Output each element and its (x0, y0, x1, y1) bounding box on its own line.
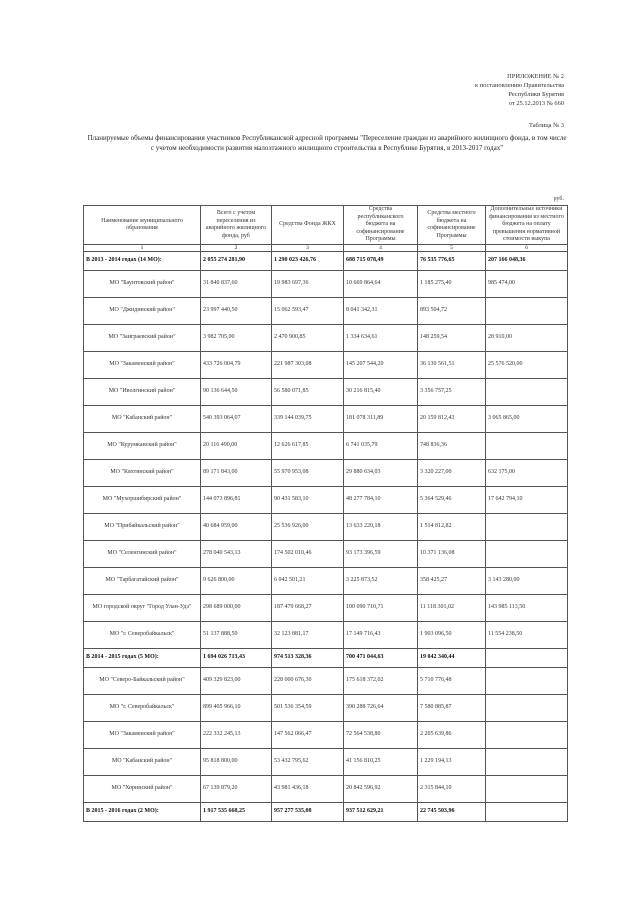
amount-cell: 1 917 535 668,25 (201, 803, 272, 822)
amount-cell: 30 216 815,40 (344, 379, 418, 406)
amount-cell (486, 749, 568, 776)
amount-cell: 937 512 629,21 (344, 803, 418, 822)
amount-cell: 144 073 896,81 (201, 487, 272, 514)
table-row (84, 514, 568, 541)
amount-cell (486, 298, 568, 325)
column-header: Средства местного бюджета на софинансирование Программы (418, 206, 486, 245)
table-row (84, 595, 568, 622)
municipality-cell: МО "Кабанский район" (84, 406, 201, 433)
amount-cell: 10 371 136,08 (418, 541, 486, 568)
amount-cell: 148 259,54 (418, 325, 486, 352)
table-row (84, 379, 568, 406)
currency-unit: руб. (553, 196, 564, 202)
column-header: Дополнительные источники финансирования из местного бюджета на оплату превышения нормативной стоимости выкупа (486, 206, 568, 245)
amount-cell: 6 741 035,79 (344, 433, 418, 460)
amount-cell (486, 379, 568, 406)
table-row (84, 749, 568, 776)
amount-cell: 893 504,72 (418, 298, 486, 325)
amount-cell: 100 090 710,71 (344, 595, 418, 622)
amount-cell: 76 535 776,65 (418, 252, 486, 271)
amount-cell: 11 118 301,02 (418, 595, 486, 622)
amount-cell: 25 576 520,00 (486, 352, 568, 379)
amount-cell: 5 710 776,48 (418, 668, 486, 695)
column-number: 5 (418, 245, 486, 252)
municipality-cell: МО "Северо-Байкальский район" (84, 668, 201, 695)
appendix-line: к постановлению Правительства (474, 82, 564, 89)
amount-cell: 2 205 639,86 (418, 722, 486, 749)
municipality-cell: МО "Кяхтинский район" (84, 460, 201, 487)
municipality-cell: МО "Иволгинский район" (84, 379, 201, 406)
table-row (84, 541, 568, 568)
amount-cell (486, 649, 568, 668)
amount-cell: 20 116 490,00 (201, 433, 272, 460)
municipality-cell: МО "Курумканский район" (84, 433, 201, 460)
table-body (84, 252, 568, 822)
table-row (84, 622, 568, 649)
amount-cell: 72 564 538,80 (344, 722, 418, 749)
column-number: 4 (344, 245, 418, 252)
table-row (84, 695, 568, 722)
appendix-line: от 25.12.2013 № 660 (508, 100, 564, 107)
amount-cell: 51 137 888,50 (201, 622, 272, 649)
amount-cell: 20 159 812,43 (418, 406, 486, 433)
amount-cell: 1 903 096,50 (418, 622, 486, 649)
column-number: 2 (201, 245, 272, 252)
amount-cell: 985 474,00 (486, 271, 568, 298)
group-total-row (84, 252, 568, 271)
amount-cell: 23 997 440,50 (201, 298, 272, 325)
appendix-line: Республики Бурятия (508, 91, 564, 98)
table-row (84, 352, 568, 379)
column-header: Средства республиканского бюджета на софинансирование Программы (344, 206, 418, 245)
amount-cell: 90 431 583,10 (272, 487, 344, 514)
municipality-cell: МО "Мухоршибирский район" (84, 487, 201, 514)
table-row (84, 325, 568, 352)
amount-cell (486, 776, 568, 803)
amount-cell: 147 562 066,47 (272, 722, 344, 749)
amount-cell: 974 513 328,36 (272, 649, 344, 668)
table-row (84, 668, 568, 695)
table-row (84, 722, 568, 749)
amount-cell: 90 136 644,50 (201, 379, 272, 406)
amount-cell: 56 580 071,85 (272, 379, 344, 406)
amount-cell: 390 288 726,64 (344, 695, 418, 722)
amount-cell: 89 171 843,00 (201, 460, 272, 487)
amount-cell: 31 840 837,60 (201, 271, 272, 298)
amount-cell: 2 055 274 281,90 (201, 252, 272, 271)
table-row (84, 460, 568, 487)
amount-cell: 95 818 800,00 (201, 749, 272, 776)
amount-cell: 700 471 044,63 (344, 649, 418, 668)
municipality-cell: В 2014 - 2015 годах (5 МО): (84, 649, 201, 668)
municipality-cell: МО "Тарбагатайский район" (84, 568, 201, 595)
municipality-cell: МО "Кабанский район" (84, 749, 201, 776)
amount-cell (486, 433, 568, 460)
amount-cell (486, 541, 568, 568)
municipality-cell: МО "Селенгинский район" (84, 541, 201, 568)
amount-cell: 7 580 885,87 (418, 695, 486, 722)
amount-cell: 143 985 113,50 (486, 595, 568, 622)
table-row (84, 271, 568, 298)
amount-cell: 48 277 784,10 (344, 487, 418, 514)
amount-cell: 41 156 810,25 (344, 749, 418, 776)
column-number: 1 (84, 245, 201, 252)
amount-cell: 409 329 823,00 (201, 668, 272, 695)
appendix-block (404, 72, 564, 108)
amount-cell: 358 425,27 (418, 568, 486, 595)
appendix-line: ПРИЛОЖЕНИЕ № 2 (507, 73, 564, 80)
amount-cell: 12 626 617,85 (272, 433, 344, 460)
municipality-cell: В 2013 - 2014 годах (14 МО): (84, 252, 201, 271)
amount-cell (486, 803, 568, 822)
amount-cell: 43 981 436,18 (272, 776, 344, 803)
amount-cell: 2 315 844,10 (418, 776, 486, 803)
amount-cell: 53 432 795,62 (272, 749, 344, 776)
municipality-cell: МО "Прибайкальский район" (84, 514, 201, 541)
amount-cell: 2 470 900,85 (272, 325, 344, 352)
municipality-cell: МО городской округ "Город Улан-Удэ" (84, 595, 201, 622)
amount-cell: 10 669 864,64 (344, 271, 418, 298)
amount-cell: 9 626 800,00 (201, 568, 272, 595)
municipality-cell: В 2015 - 2016 годах (2 МО): (84, 803, 201, 822)
amount-cell: 15 062 593,47 (272, 298, 344, 325)
amount-cell: 19 983 697,36 (272, 271, 344, 298)
amount-cell (486, 668, 568, 695)
amount-cell: 1 229 194,13 (418, 749, 486, 776)
amount-cell: 32 123 881,17 (272, 622, 344, 649)
amount-cell: 55 970 953,08 (272, 460, 344, 487)
amount-cell (486, 695, 568, 722)
amount-cell: 632 175,00 (486, 460, 568, 487)
amount-cell: 3 065 865,00 (486, 406, 568, 433)
amount-cell: 145 207 544,20 (344, 352, 418, 379)
amount-cell: 221 987 303,08 (272, 352, 344, 379)
amount-cell: 228 000 676,30 (272, 668, 344, 695)
amount-cell: 17 642 794,10 (486, 487, 568, 514)
financing-table (83, 205, 568, 822)
amount-cell: 174 502 010,46 (272, 541, 344, 568)
document-title: Планируемые объемы финансирования участников Республиканской адресной программы "Переселение граждан из аварийного жилищного фонда, в том числе с учетом необходимости развития малоэтажного жилищного строительства в Республике Бурятия, в 2013-2017 годах" (87, 134, 567, 152)
amount-cell: 36 130 561,51 (418, 352, 486, 379)
amount-cell: 6 042 501,21 (272, 568, 344, 595)
amount-cell: 29 880 634,03 (344, 460, 418, 487)
municipality-cell: МО "г. Северобайкальск" (84, 622, 201, 649)
amount-cell (486, 722, 568, 749)
municipality-cell: МО "Хоринский район" (84, 776, 201, 803)
amount-cell: 19 042 340,44 (418, 649, 486, 668)
amount-cell: 20 842 596,92 (344, 776, 418, 803)
municipality-cell: МО "Баунтовский район" (84, 271, 201, 298)
amount-cell: 40 684 959,00 (201, 514, 272, 541)
amount-cell: 3 143 280,00 (486, 568, 568, 595)
amount-cell: 207 166 048,36 (486, 252, 568, 271)
amount-cell: 93 173 396,59 (344, 541, 418, 568)
amount-cell: 22 745 503,96 (418, 803, 486, 822)
amount-cell (486, 514, 568, 541)
amount-cell: 222 332 245,13 (201, 722, 272, 749)
amount-cell: 187 479 668,27 (272, 595, 344, 622)
table-row (84, 406, 568, 433)
amount-cell: 501 536 354,59 (272, 695, 344, 722)
table-row (84, 776, 568, 803)
amount-cell: 3 982 705,00 (201, 325, 272, 352)
table-row (84, 487, 568, 514)
amount-cell: 13 633 220,18 (344, 514, 418, 541)
table-number: Таблица № 3 (528, 122, 564, 129)
table-row (84, 568, 568, 595)
amount-cell: 175 618 372,02 (344, 668, 418, 695)
municipality-cell: МО "Закаменский район" (84, 722, 201, 749)
amount-cell: 298 689 000,00 (201, 595, 272, 622)
amount-cell: 3 225 873,52 (344, 568, 418, 595)
amount-cell: 28 910,00 (486, 325, 568, 352)
amount-cell: 688 715 078,49 (344, 252, 418, 271)
municipality-cell: МО "Закаменский район" (84, 352, 201, 379)
amount-cell: 433 726 004,79 (201, 352, 272, 379)
amount-cell: 25 536 926,00 (272, 514, 344, 541)
amount-cell: 748 836,36 (418, 433, 486, 460)
amount-cell: 17 149 716,43 (344, 622, 418, 649)
column-header: Всего с учетом переселения из аварийного жилищного фонда, руб (201, 206, 272, 245)
table-row (84, 433, 568, 460)
amount-cell: 11 554 238,50 (486, 622, 568, 649)
municipality-cell: МО "Джидинский район" (84, 298, 201, 325)
amount-cell: 8 041 342,31 (344, 298, 418, 325)
municipality-cell: МО "г. Северобайкальск" (84, 695, 201, 722)
group-total-row (84, 649, 568, 668)
amount-cell: 957 277 535,08 (272, 803, 344, 822)
amount-cell: 1 334 634,61 (344, 325, 418, 352)
amount-cell: 1 290 023 426,76 (272, 252, 344, 271)
column-header: Наименование муниципального образования (84, 206, 201, 245)
amount-cell: 1 514 812,82 (418, 514, 486, 541)
table-row (84, 298, 568, 325)
municipality-cell: МО "Заиграевский район" (84, 325, 201, 352)
group-total-row (84, 803, 568, 822)
column-number: 6 (486, 245, 568, 252)
amount-cell: 181 078 311,89 (344, 406, 418, 433)
amount-cell: 1 185 275,40 (418, 271, 486, 298)
amount-cell: 1 694 026 713,43 (201, 649, 272, 668)
amount-cell: 339 144 039,75 (272, 406, 344, 433)
column-number-row (84, 245, 568, 252)
amount-cell: 540 393 064,07 (201, 406, 272, 433)
amount-cell: 67 139 879,20 (201, 776, 272, 803)
amount-cell: 278 040 543,13 (201, 541, 272, 568)
amount-cell: 5 364 529,46 (418, 487, 486, 514)
column-number: 3 (272, 245, 344, 252)
amount-cell: 899 405 966,10 (201, 695, 272, 722)
amount-cell: 3 320 227,00 (418, 460, 486, 487)
table-header-row (84, 206, 568, 245)
column-header: Средства Фонда ЖКХ (272, 206, 344, 245)
amount-cell: 3 356 757,25 (418, 379, 486, 406)
